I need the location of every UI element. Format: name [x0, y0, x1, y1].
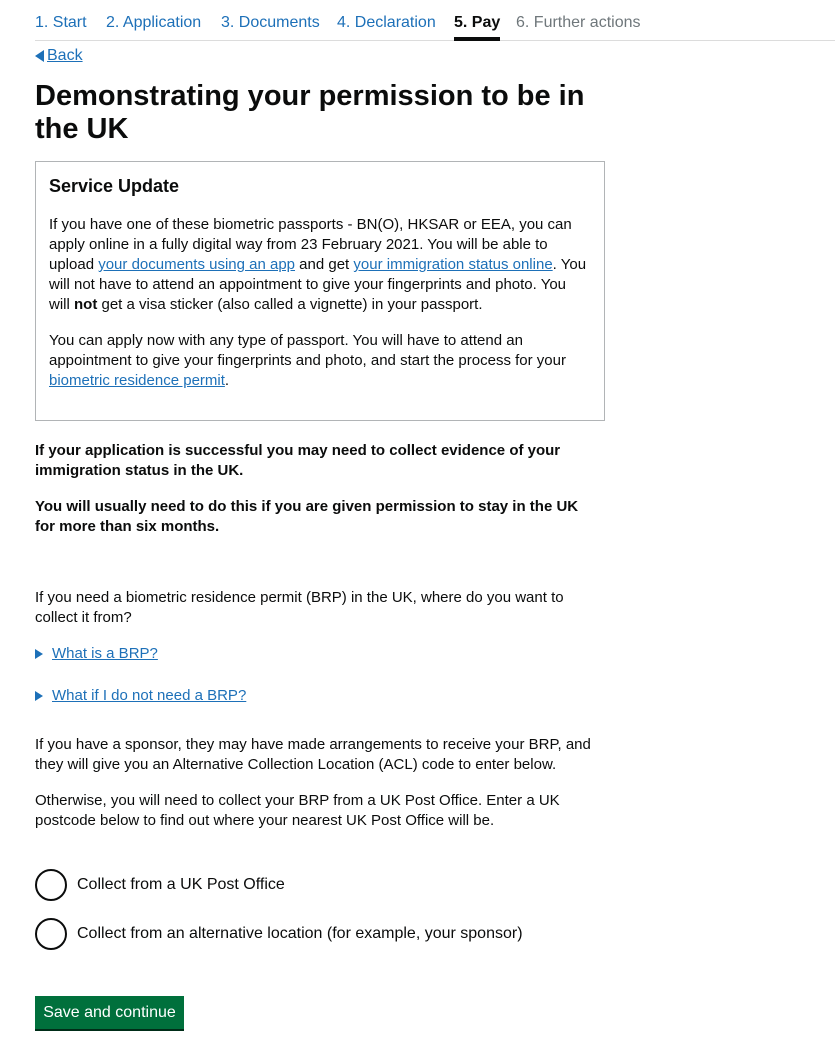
step-documents[interactable]: 3. Documents — [221, 14, 320, 31]
step-pay: 5. Pay — [454, 14, 501, 31]
details-no-brp-needed[interactable] — [35, 687, 246, 704]
collect-evidence-notice: If your application is successful you may need to collect evidence of your immigration status in the UK. — [35, 442, 561, 479]
step-declaration[interactable]: 4. Declaration — [337, 14, 436, 31]
emphasis-not: not — [74, 296, 98, 313]
service-update-text: If you have one of these biometric passports - BN(O), HKSAR or EEA, you can apply online in a fully digital way from 23 February 2021. You will be able to upload — [49, 216, 572, 273]
service-update-text: get a visa sticker (also called a vignette) in your passport. — [97, 296, 483, 313]
service-update-panel — [35, 161, 605, 421]
save-and-continue-button[interactable]: Save and continue — [35, 996, 184, 1029]
radio-label-alternative: Collect from an alternative location (for example, your sponsor) — [77, 925, 523, 942]
back-link[interactable] — [35, 47, 83, 65]
documents-app-link[interactable]: your documents using an app — [98, 256, 296, 273]
service-update-text: and get — [295, 256, 354, 273]
step-navigation — [35, 0, 835, 41]
service-update-heading: Service Update — [49, 176, 180, 196]
back-arrow-icon — [35, 50, 44, 62]
service-update-paragraph-2 — [49, 331, 591, 391]
step-further-actions: 6. Further actions — [516, 14, 641, 31]
radio-alternative-location[interactable] — [35, 918, 523, 950]
service-update-paragraph-1 — [49, 215, 591, 315]
six-months-notice: You will usually need to do this if you are given permission to stay in the UK for more than six months. — [35, 498, 579, 535]
radio-circle-alternative[interactable] — [35, 918, 67, 950]
details-what-is-brp[interactable] — [35, 645, 158, 662]
service-update-text: . — [224, 372, 230, 389]
no-brp-needed-link[interactable]: What if I do not need a BRP? — [52, 687, 247, 704]
sponsor-paragraph: If you have a sponsor, they may have made arrangements to receive your BRP, and they will give you an Alternative Collection Location (ACL) code to enter below. — [35, 736, 591, 773]
post-office-paragraph: Otherwise, you will need to collect your BRP from a UK Post Office. Enter a UK postcode below to find out where your nearest UK Post Office will be. — [35, 792, 560, 829]
expand-triangle-icon — [35, 691, 43, 701]
step-start[interactable]: 1. Start — [35, 14, 87, 31]
radio-post-office[interactable] — [35, 869, 285, 901]
radio-circle-post-office[interactable] — [35, 869, 67, 901]
radio-label-post-office: Collect from a UK Post Office — [77, 876, 285, 893]
service-update-text: . You will not have to attend an appointment to give your fingerprints and photo. You will — [49, 256, 587, 313]
step-application[interactable]: 2. Application — [106, 14, 202, 31]
page-title: Demonstrating your permission to be in the UK — [35, 80, 585, 145]
expand-triangle-icon — [35, 649, 43, 659]
what-is-brp-link[interactable]: What is a BRP? — [52, 645, 158, 662]
brp-link[interactable]: biometric residence permit — [49, 372, 225, 389]
back-link-label: Back — [47, 47, 83, 64]
service-update-text: You can apply now with any type of passport. You will have to attend an appointment to give your fingerprints and photo, and start the process for your — [49, 332, 566, 369]
brp-question: If you need a biometric residence permit (BRP) in the UK, where do you want to collect it from? — [35, 589, 564, 626]
immigration-status-link[interactable]: your immigration status online — [353, 256, 553, 273]
